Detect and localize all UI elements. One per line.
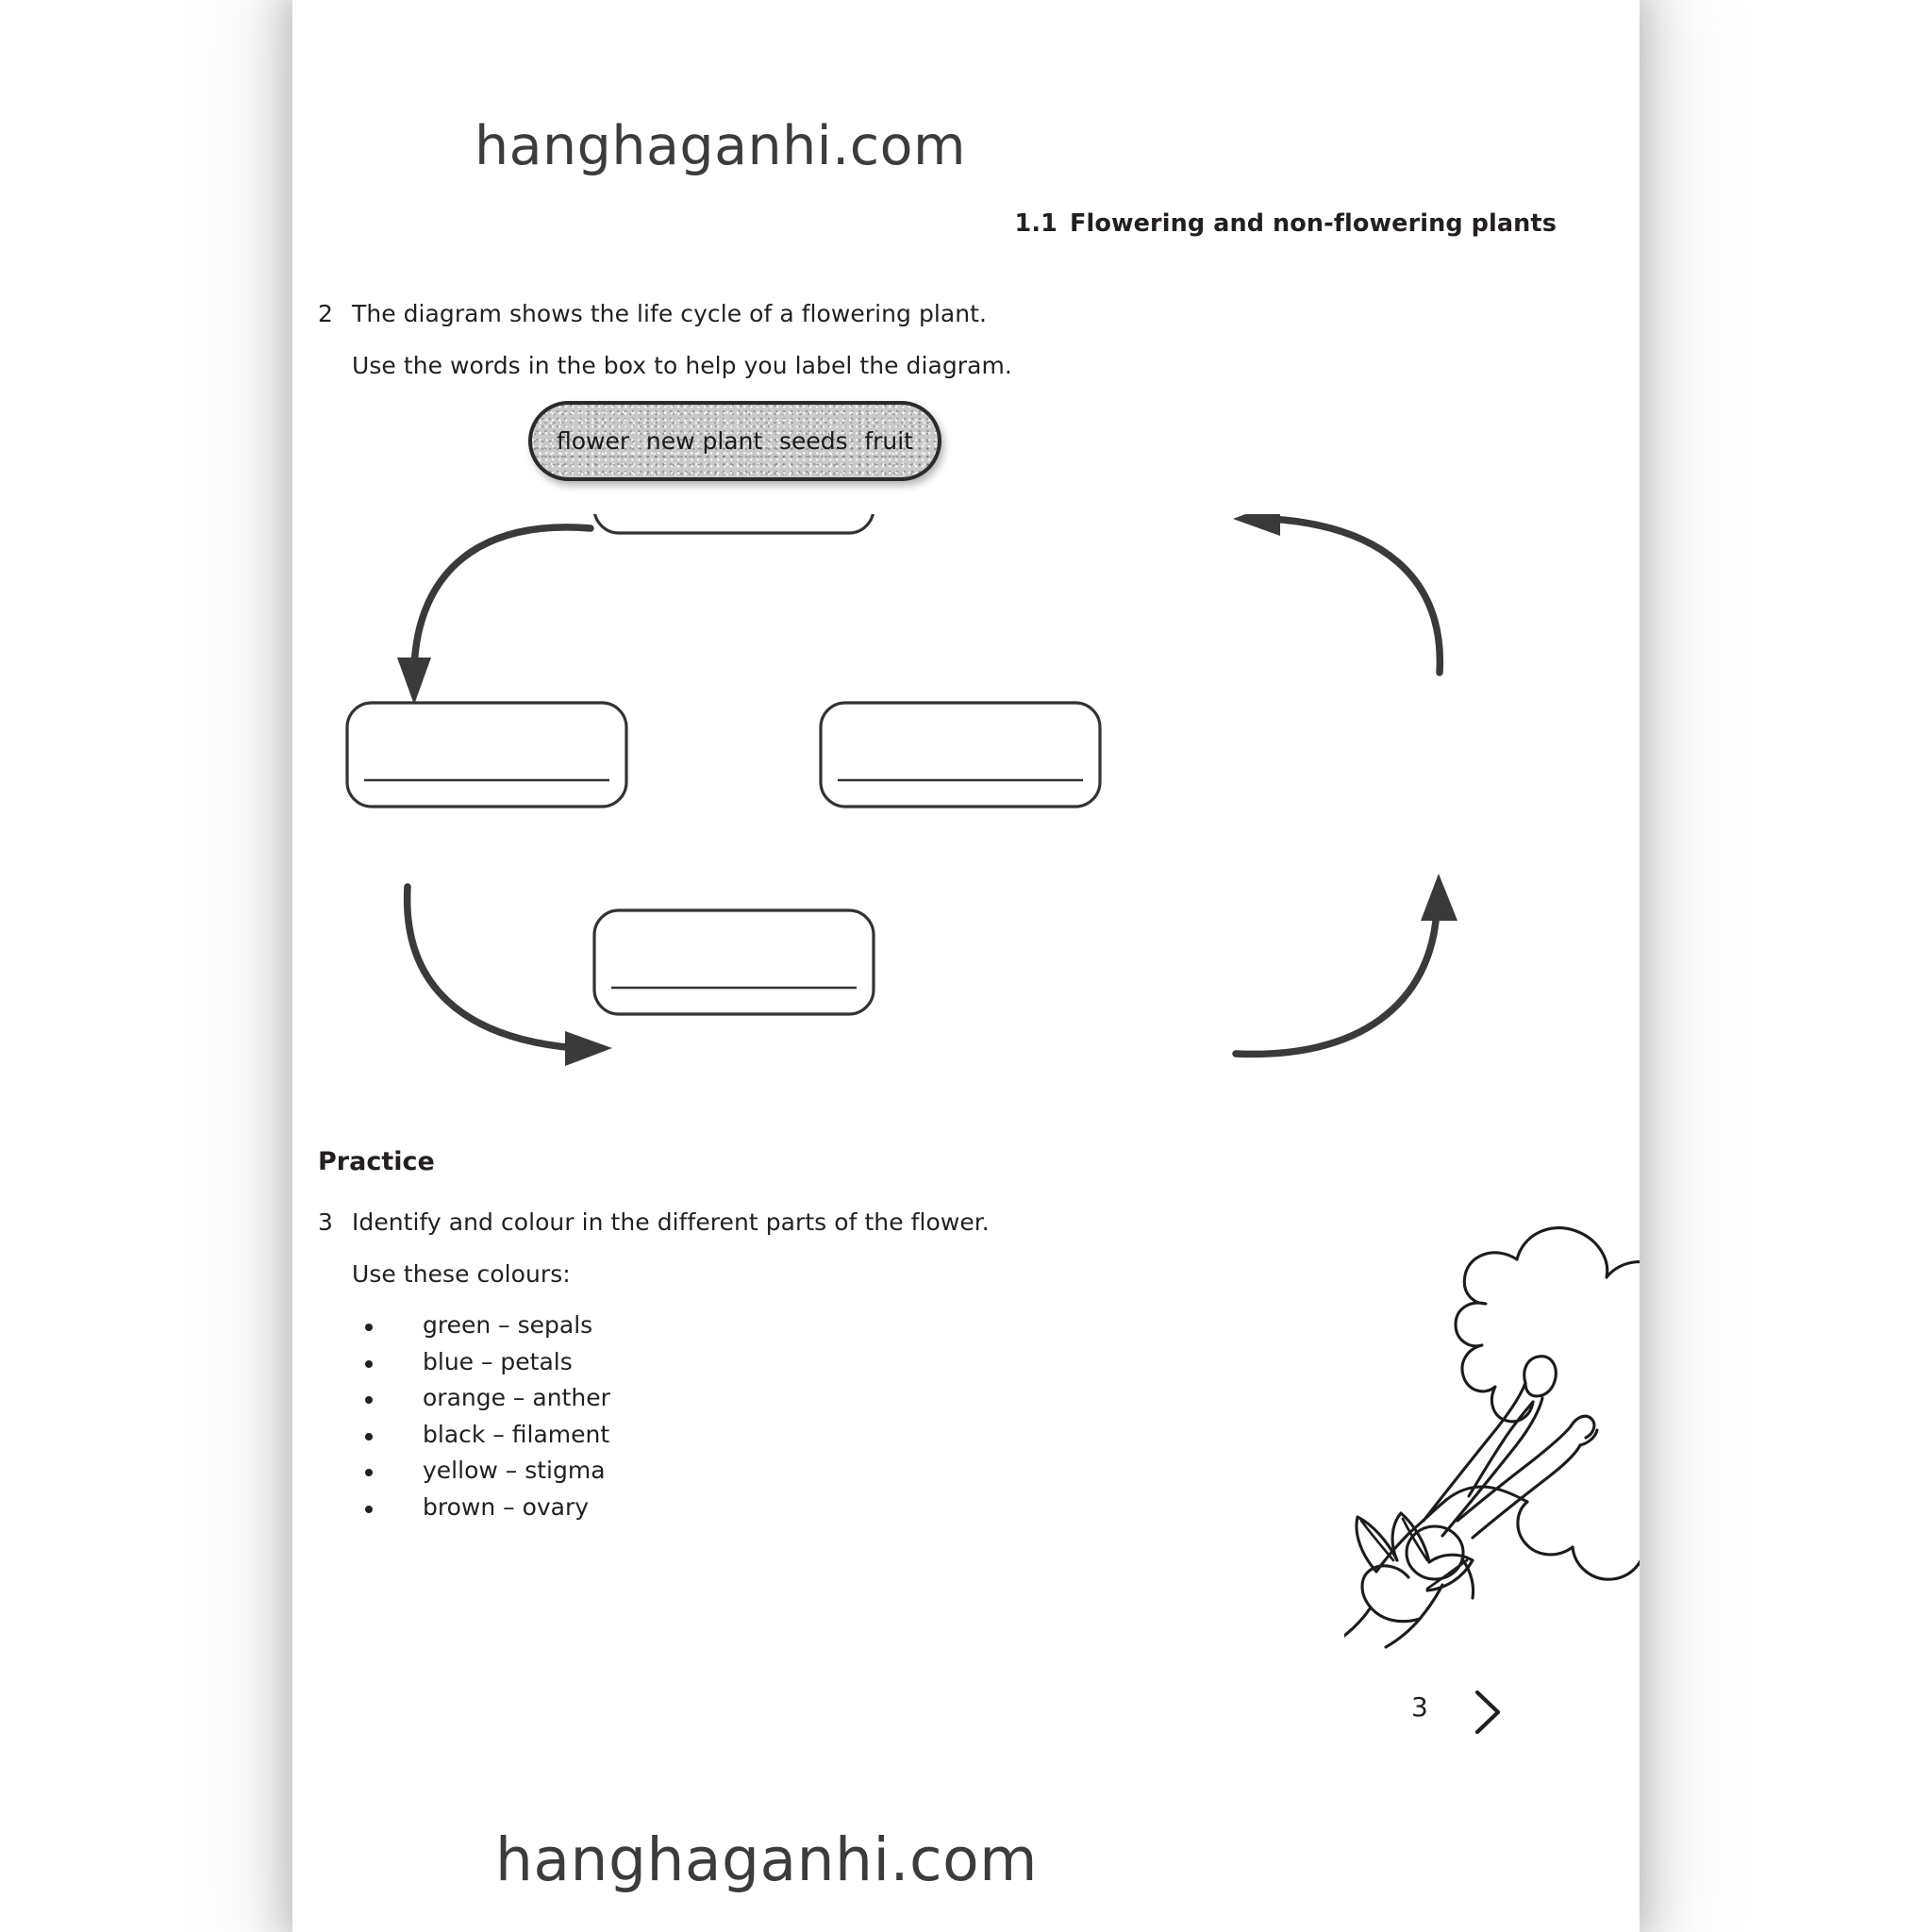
- cycle-arrow-top-to-left: [397, 527, 591, 705]
- list-item: yellow – stigma: [352, 1453, 610, 1490]
- question-3-line-2: Use these colours:: [352, 1260, 571, 1288]
- list-item: brown – ovary: [352, 1490, 610, 1526]
- watermark-bottom: hanghaganhi.com: [495, 1825, 1039, 1894]
- cycle-box-bottom[interactable]: [594, 910, 874, 1014]
- running-head-title: Flowering and non-flowering plants: [1070, 209, 1557, 238]
- running-head: [292, 209, 1557, 238]
- word-bank-item-fruit[interactable]: fruit: [864, 427, 913, 455]
- cycle-box-top[interactable]: [594, 514, 874, 533]
- cycle-arrow-bottom-to-right: [1236, 874, 1457, 1054]
- word-bank-item-flower[interactable]: flower: [557, 427, 630, 455]
- list-item: orange – anther: [352, 1380, 610, 1417]
- question-3-line-1: Identify and colour in the different parts of the flower.: [352, 1208, 990, 1236]
- cycle-arrow-right-to-top: [1233, 514, 1440, 673]
- cycle-arrow-left-to-bottom: [408, 887, 612, 1066]
- word-bank: [528, 401, 941, 481]
- question-2-line-1: The diagram shows the life cycle of a flowering plant.: [352, 300, 987, 327]
- life-cycle-diagram: [292, 514, 1640, 1137]
- worksheet-page: [292, 0, 1640, 1932]
- question-2-line-2: Use the words in the box to help you label the diagram.: [352, 352, 1012, 379]
- word-bank-item-new-plant[interactable]: new plant: [645, 427, 763, 455]
- colour-list: [352, 1307, 610, 1525]
- running-head-number: 1.1: [1014, 209, 1058, 238]
- page-number: 3: [1411, 1691, 1428, 1723]
- word-bank-item-seeds[interactable]: seeds: [778, 427, 848, 455]
- list-item: blue – petals: [352, 1344, 610, 1381]
- flower-illustration: [1344, 1217, 1640, 1670]
- cycle-box-left[interactable]: [347, 703, 626, 807]
- list-item: black – filament: [352, 1417, 610, 1454]
- list-item: green – sepals: [352, 1307, 610, 1344]
- chevron-right-icon[interactable]: [1466, 1685, 1509, 1740]
- cycle-box-right[interactable]: [821, 703, 1100, 807]
- question-2-number: 2: [318, 300, 333, 327]
- practice-heading: Practice: [318, 1147, 435, 1176]
- watermark-top: hanghaganhi.com: [475, 115, 966, 177]
- question-3-number: 3: [318, 1208, 333, 1236]
